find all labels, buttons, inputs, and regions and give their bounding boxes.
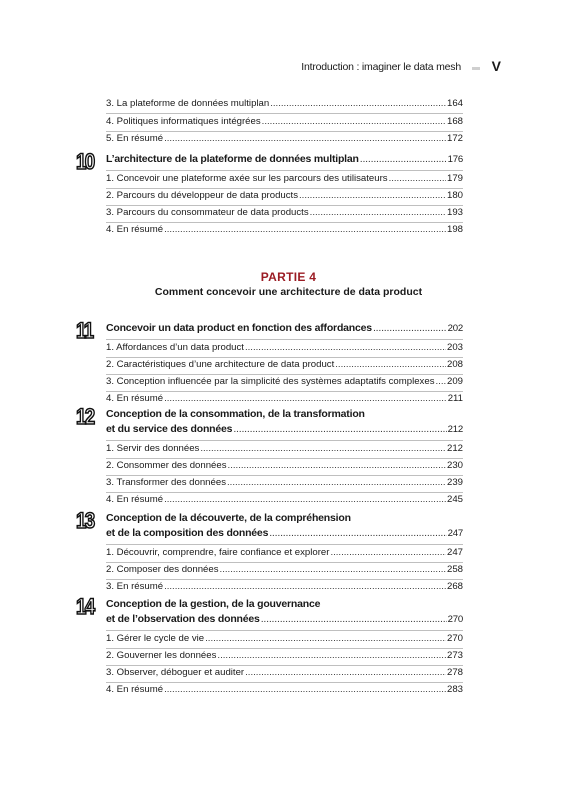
toc-entry[interactable] (106, 98, 463, 112)
toc-entry-label: 2. Parcours du développeur de data products (106, 190, 299, 201)
chapter-number: 10 (76, 149, 94, 174)
toc-entry-page: 230 (446, 460, 463, 471)
chapter-number: 14 (76, 594, 94, 619)
toc-entry[interactable] (106, 564, 463, 578)
chapter-title[interactable] (106, 512, 463, 542)
running-title: Introduction : imaginer le data mesh (301, 61, 461, 73)
toc-entry-label: 3. Parcours du consommateur de data products (106, 207, 309, 218)
divider (106, 374, 463, 375)
chapter-title-line: Concevoir un data product en fonction des affordances (106, 322, 372, 334)
toc-entry-label: 4. En résumé (106, 494, 164, 505)
toc-entry-page: 247 (446, 547, 463, 558)
chapter-title-line: et de la composition des données (106, 527, 269, 539)
toc-entry[interactable] (106, 376, 463, 390)
chapter-title[interactable] (106, 598, 463, 628)
divider (106, 170, 463, 171)
toc-entry-label: 1. Gérer le cycle de vie (106, 633, 205, 644)
divider (106, 222, 463, 223)
toc-entry[interactable] (106, 494, 463, 508)
toc-entry-page: 239 (446, 477, 463, 488)
dot-leader (164, 494, 446, 505)
chapter-page: 270 (447, 614, 463, 625)
divider (106, 475, 463, 476)
divider (106, 113, 463, 114)
toc-entry-label: 4. Politiques informatiques intégrées (106, 116, 261, 127)
toc-entry-page: 203 (446, 342, 463, 353)
divider (106, 131, 463, 132)
toc-entry[interactable] (106, 477, 463, 491)
part-label: PARTIE 4 (260, 270, 317, 284)
part-title: Comment concevoir une architecture de data product (154, 286, 423, 298)
divider (106, 339, 463, 340)
toc-entry-label: 4. En résumé (106, 393, 164, 404)
toc-entry[interactable] (106, 460, 463, 474)
chapter-title-line: Conception de la consommation, de la transformation (106, 408, 365, 420)
dot-leader (245, 667, 446, 678)
toc-entry-label: 1. Concevoir une plateforme axée sur les parcours des utilisateurs (106, 173, 388, 184)
toc-entry[interactable] (106, 190, 463, 204)
toc-entry-label: 3. Observer, déboguer et auditer (106, 667, 245, 678)
chapter-number: 12 (76, 404, 94, 429)
divider (106, 391, 463, 392)
toc-entry[interactable] (106, 547, 463, 561)
toc-entry-page: 180 (446, 190, 463, 201)
toc-entry-page: 283 (446, 684, 463, 695)
divider (106, 648, 463, 649)
toc-entry-label: 3. Conception influencée par la simplicité des systèmes adaptatifs complexes (106, 376, 435, 387)
toc-entry[interactable] (106, 207, 463, 221)
toc-entry-label: 1. Servir des données (106, 443, 200, 454)
dot-leader (228, 460, 446, 471)
divider (106, 665, 463, 666)
dot-leader (373, 322, 447, 334)
toc-entry-label: 4. En résumé (106, 224, 164, 235)
toc-entry-page: 278 (446, 667, 463, 678)
toc-entry-page: 258 (446, 564, 463, 575)
toc-entry[interactable] (106, 684, 463, 698)
divider (106, 630, 463, 631)
chapter-title-line: Conception de la gestion, de la gouvernance (106, 598, 321, 610)
toc-entry-page: 245 (446, 494, 463, 505)
toc-entry-page: 211 (447, 393, 463, 404)
chapter-page: 176 (447, 154, 463, 165)
dot-leader (164, 684, 446, 695)
header-separator (472, 67, 480, 70)
dot-leader (360, 153, 447, 165)
toc-entry[interactable] (106, 650, 463, 664)
toc-entry-label: 3. Transformer des données (106, 477, 226, 488)
chapter-page: 247 (447, 528, 463, 539)
dot-leader (164, 133, 446, 144)
chapter-page: 202 (447, 323, 463, 334)
toc-entry-label: 3. En résumé (106, 581, 164, 592)
dot-leader (389, 173, 446, 184)
dot-leader (164, 224, 446, 235)
toc-entry[interactable] (106, 359, 463, 373)
chapter-title-line: et de l’observation des données (106, 613, 260, 625)
divider (106, 357, 463, 358)
chapter-title[interactable] (106, 153, 463, 168)
dot-leader (220, 564, 446, 575)
toc-entry-page: 268 (446, 581, 463, 592)
chapter-title[interactable] (106, 408, 463, 438)
divider (106, 440, 463, 441)
divider (106, 562, 463, 563)
toc-entry-label: 2. Caractéristiques d’une architecture de data product (106, 359, 335, 370)
toc-entry-page: 208 (446, 359, 463, 370)
chapter-title[interactable] (106, 322, 463, 337)
dot-leader (436, 376, 446, 387)
toc-entry-label: 5. En résumé (106, 133, 164, 144)
dot-leader (233, 423, 446, 435)
divider (106, 188, 463, 189)
toc-entry-label: 4. En résumé (106, 684, 164, 695)
divider (106, 544, 463, 545)
toc-entry[interactable] (106, 443, 463, 457)
chapter-title-line: L’architecture de la plateforme de données multiplan (106, 153, 359, 165)
chapter-page: 212 (447, 424, 463, 435)
chapter-number: 11 (76, 318, 93, 343)
toc-entry[interactable] (106, 173, 463, 187)
toc-entry-label: 2. Consommer des données (106, 460, 227, 471)
toc-entry-page: 270 (446, 633, 463, 644)
toc-entry[interactable] (106, 342, 463, 356)
chapter-number: 13 (76, 508, 94, 533)
toc-entry[interactable] (106, 224, 463, 238)
divider (106, 458, 463, 459)
divider (106, 682, 463, 683)
dot-leader (330, 547, 446, 558)
toc-entry-label: 1. Découvrir, comprendre, faire confiance et explorer (106, 547, 330, 558)
dot-leader (200, 443, 446, 454)
dot-leader (335, 359, 446, 370)
dot-leader (310, 207, 446, 218)
toc-entry-page: 193 (446, 207, 463, 218)
toc-entry-label: 1. Affordances d’un data product (106, 342, 244, 353)
toc-entry[interactable] (106, 133, 463, 147)
running-header (0, 58, 577, 78)
chapter-title-line: et du service des données (106, 423, 233, 435)
toc-entry[interactable] (106, 116, 463, 130)
dot-leader (245, 342, 446, 353)
toc-entry[interactable] (106, 633, 463, 647)
divider (106, 205, 463, 206)
toc-entry-label: 2. Gouverner les données (106, 650, 217, 661)
toc-entry-page: 198 (446, 224, 463, 235)
dot-leader (217, 650, 446, 661)
dot-leader (164, 581, 446, 592)
dot-leader (164, 393, 447, 404)
dot-leader (269, 527, 446, 539)
toc-entry[interactable] (106, 667, 463, 681)
divider (106, 492, 463, 493)
toc-entry-page: 172 (446, 133, 463, 144)
chapter-title-line: Conception de la découverte, de la compréhension (106, 512, 351, 524)
dot-leader (227, 477, 446, 488)
toc-entry-page: 209 (446, 376, 463, 387)
page-folio: V (491, 58, 501, 74)
dot-leader (205, 633, 446, 644)
dot-leader (270, 98, 446, 109)
dot-leader (299, 190, 446, 201)
dot-leader (261, 613, 447, 625)
dot-leader (262, 116, 446, 127)
toc-entry-page: 212 (446, 443, 463, 454)
toc-entry-page: 179 (446, 173, 463, 184)
toc-entry[interactable] (106, 581, 463, 595)
toc-entry-page: 164 (446, 98, 463, 109)
toc-entry-page: 168 (446, 116, 463, 127)
toc-entry[interactable] (106, 393, 463, 407)
divider (106, 579, 463, 580)
toc-entry-label: 3. La plateforme de données multiplan (106, 98, 270, 109)
toc-entry-label: 2. Composer des données (106, 564, 219, 575)
toc-entry-page: 273 (446, 650, 463, 661)
